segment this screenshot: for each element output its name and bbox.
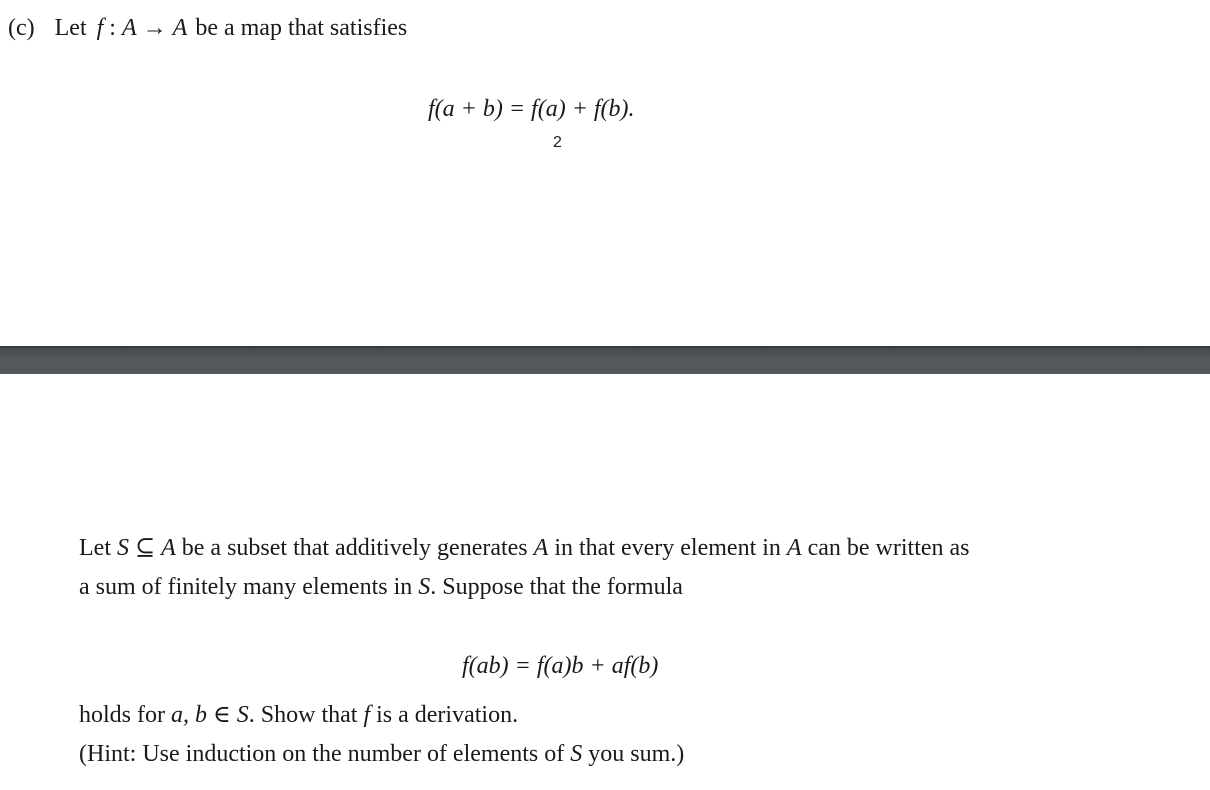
text: you sum.) xyxy=(588,741,685,767)
page-break-divider xyxy=(0,346,1210,374)
hint-line xyxy=(79,742,684,766)
math-A: A xyxy=(533,535,549,561)
math-S: S xyxy=(418,574,431,600)
math-f: f xyxy=(96,15,104,41)
item-label: (c) xyxy=(8,15,35,41)
math-subseteq: ⊆ xyxy=(128,535,162,561)
intro-text-rest: be a map that satisfies xyxy=(195,15,408,41)
math-colon: : xyxy=(103,15,122,41)
display-equation-leibniz: f(ab) = f(a)b + af(b) xyxy=(462,653,659,679)
document-page-1 xyxy=(0,0,1210,346)
text: a sum of finitely many elements in xyxy=(79,574,413,600)
page-number: 2 xyxy=(553,134,562,151)
math-A: A xyxy=(161,535,176,561)
math-a-b: a, b xyxy=(171,702,207,728)
paragraph-line-3 xyxy=(79,703,518,727)
math-A: A xyxy=(172,15,188,41)
text: can be written as xyxy=(807,535,970,561)
math-in: ∈ xyxy=(207,702,237,728)
math-A: A xyxy=(121,15,137,41)
text: . Suppose that the formula xyxy=(430,574,683,600)
text: be a subset that additively generates xyxy=(181,535,528,561)
math-S: S xyxy=(570,741,583,767)
math-arrow: → xyxy=(136,15,173,41)
display-equation-additive: f(a + b) = f(a) + f(b). xyxy=(428,96,635,122)
math-S: S xyxy=(116,535,129,561)
math-f: f xyxy=(363,702,371,728)
text: holds for xyxy=(79,702,165,728)
text: is a derivation. xyxy=(376,702,519,728)
text: (Hint: Use induction on the number of elements of xyxy=(79,741,565,767)
text: . Show that xyxy=(248,702,358,728)
intro-text-let: Let xyxy=(54,15,87,41)
paragraph-line-2 xyxy=(79,575,683,599)
math-S: S xyxy=(236,702,249,728)
paragraph-line-1 xyxy=(79,536,970,560)
text: in that every element in xyxy=(554,535,781,561)
math-A: A xyxy=(786,535,802,561)
text: Let xyxy=(79,535,111,561)
problem-part-c-intro xyxy=(8,16,407,40)
